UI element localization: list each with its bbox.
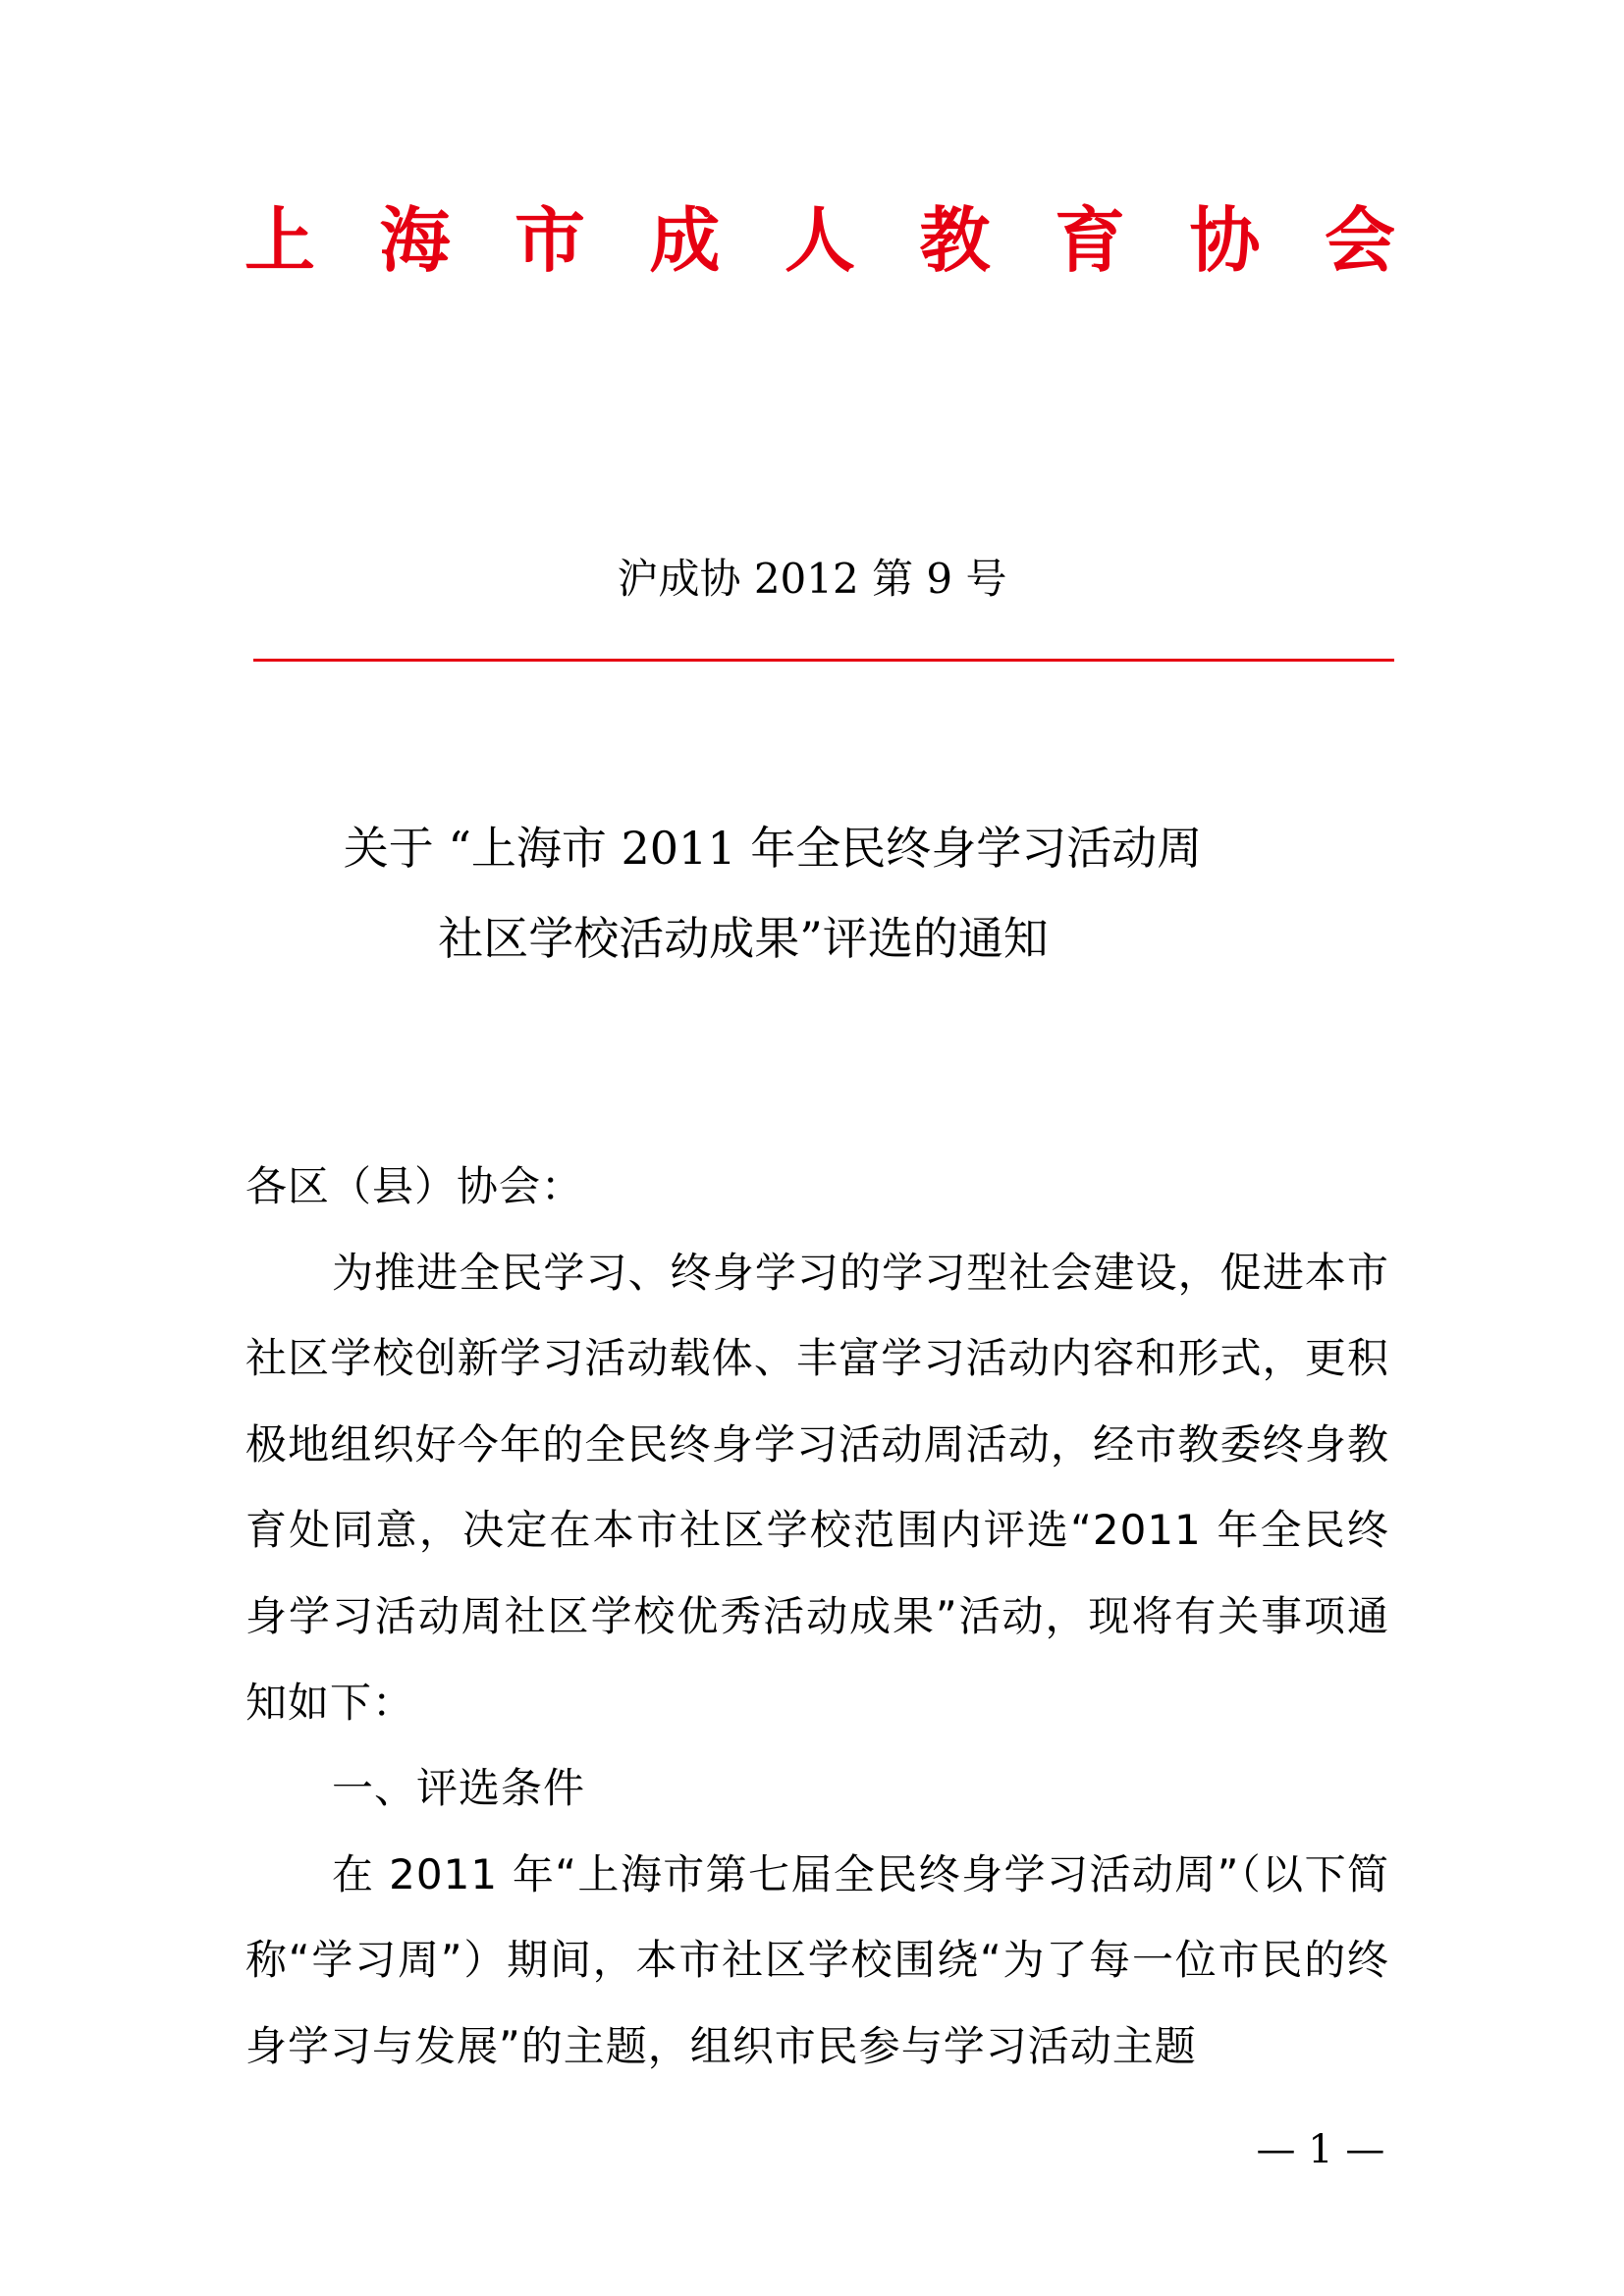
document-body <box>245 1144 1389 2090</box>
org-char: 海 <box>379 198 451 282</box>
body-paragraph-1: 为推进全民学习、终身学习的学习型社会建设，促进本市社区学校创新学习活动载体、丰富学习活动内容和形式，更积极地组织好今年的全民终身学习活动周活动，经市教委终身教育处同意，决定在本市社区学校范围内评选“2011 年全民终身学习活动周社区学校优秀活动成果”活动，现将有关事项通知如下： <box>245 1248 1389 1727</box>
section-heading-1: 一、评选条件 <box>332 1764 586 1813</box>
document-title <box>0 803 1624 984</box>
title-line-1: 关于 “上海市 2011 年全民终身学习活动周 <box>343 822 1203 875</box>
organization-name-header <box>241 191 1399 290</box>
header-divider-line <box>253 659 1394 662</box>
salutation: 各区（县）协会： <box>245 1162 584 1210</box>
org-char: 上 <box>244 198 315 282</box>
org-char: 人 <box>784 198 855 282</box>
title-line-2: 社区学校活动成果”评选的通知 <box>438 912 1049 965</box>
org-char: 协 <box>1189 198 1261 282</box>
org-char: 市 <box>514 198 585 282</box>
body-paragraph-2: 在 2011 年“上海市第七届全民终身学习活动周”（以下简称“学习周”）期间，本市社区学校围绕“为了每一位市民的终身学习与发展”的主题，组织市民参与学习活动主题 <box>245 1849 1389 2070</box>
org-char: 成 <box>649 198 721 282</box>
document-number: 沪成协 2012 第 9 号 <box>617 555 1007 603</box>
org-char: 教 <box>919 198 991 282</box>
org-char: 育 <box>1054 198 1125 282</box>
page-number: — 1 — <box>1256 2127 1385 2172</box>
org-char: 会 <box>1324 198 1395 282</box>
